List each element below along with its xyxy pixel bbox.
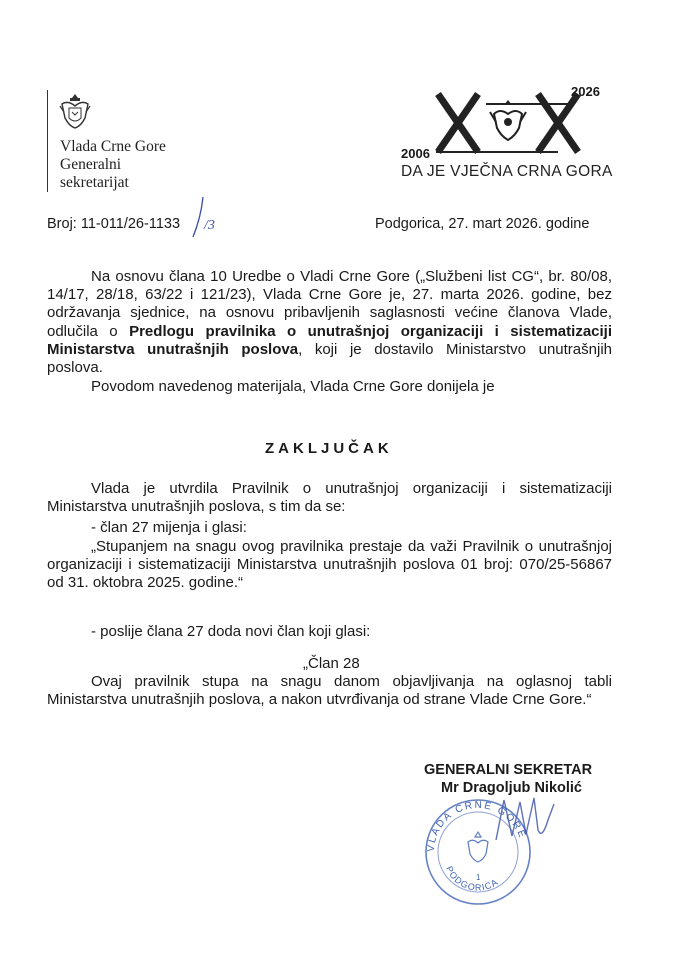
svg-text:VLADA CRNE GORE: VLADA CRNE GORE	[425, 799, 528, 853]
signatory-name: Mr Dragoljub Nikolić	[441, 780, 582, 796]
logo-year-left: 2006	[401, 146, 430, 161]
amendment-item-1: - član 27 mijenja i glasi:	[91, 519, 247, 536]
handwritten-signature	[490, 790, 560, 850]
seal-coat-icon	[468, 832, 488, 862]
eagle-icon	[490, 100, 526, 140]
place-date: Podgorica, 27. mart 2026. godine	[375, 216, 590, 232]
institution-line-3: sekretarijat	[60, 174, 129, 191]
adoption-sentence: Povodom navedenog materijala, Vlada Crne Gore donijela je	[91, 378, 495, 395]
logo-motto: DA JE VJEČNA CRNA GORA	[401, 163, 613, 180]
reference-number: Broj: 11-011/26-1133	[47, 216, 181, 232]
article-title: „Član 28	[303, 655, 360, 672]
heading-conclusion: ZAKLJUČAK	[265, 440, 393, 457]
svg-text:1: 1	[476, 873, 481, 882]
handwritten-suffix	[189, 195, 219, 240]
intro-paragraph: Na osnovu člana 10 Uredbe o Vladi Crne Gore („Službeni list CG“, br. 80/08, 14/17, 28/18, 63/22 i 121/23), Vlada Crne Gore je, 27. marta 2026. godine, bez održavanja sjednice, na osnovu pribavljenih saglasnosti većine članova Vlade, odlučila o Predlogu pravilnika o unutrašnjoj organizaciji i sistematizaciji Ministarstva unutrašnjih poslova, koji je dostavilo Ministarstvo unutrašnjih poslova.	[47, 268, 612, 377]
coat-of-arms-icon	[58, 92, 92, 132]
logo-year-right: 2026	[571, 84, 600, 99]
institution-line-2: Generalni	[60, 156, 122, 173]
signatory-title: GENERALNI SEKRETAR	[424, 762, 593, 778]
amendment-quote-1: „Stupanjem na snagu ovog pravilnika prestaje da važi Pravilnik o unutrašnjoj organizaciji i sistematizaciji Ministarstva unutrašnjih poslova 01 broj: 070/25-56867 od 31. oktobra 2025. godine.“	[47, 538, 612, 592]
decision-paragraph: Vlada je utvrdila Pravilnik o unutrašnjoj organizaciji i sistematizaciji Ministarstva unutrašnjih poslova, s tim da se:	[47, 480, 612, 516]
header-divider	[47, 90, 48, 192]
svg-text:PODGORICA: PODGORICA	[444, 864, 501, 893]
svg-text:/3: /3	[204, 218, 215, 233]
amendment-item-2: - poslije člana 27 doda novi član koji glasi:	[91, 623, 371, 640]
subject-title: Predlogu pravilnika o unutrašnjoj organizaciji i sistematizaciji Ministarstva unutrašnjih poslova	[47, 322, 612, 358]
institution-line-1: Vlada Crne Gore	[60, 138, 166, 155]
article-text: Ovaj pravilnik stupa na snagu danom objavljivanja na oglasnoj tabli Ministarstva unutrašnjih poslova, a nakon utvrđivanja od strane Vlade Crne Gore.“	[47, 673, 612, 709]
